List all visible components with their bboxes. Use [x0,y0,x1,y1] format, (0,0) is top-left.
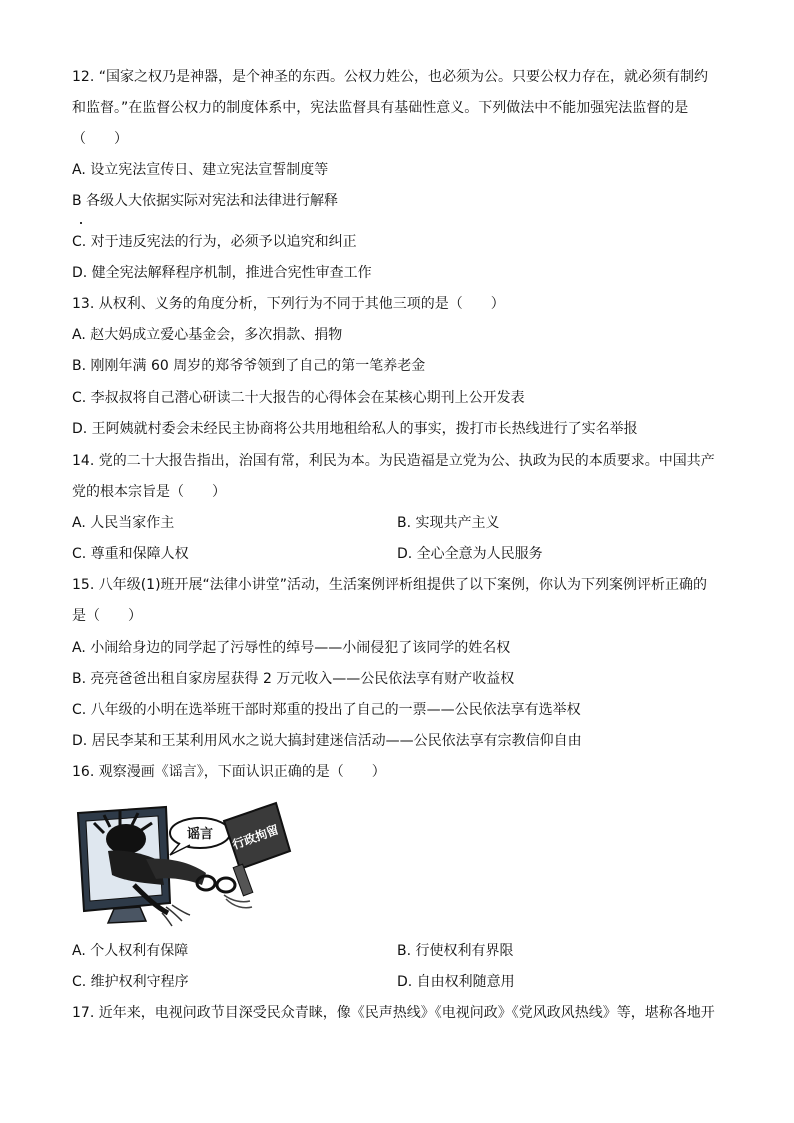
q15-stem-line1: 15. 八年级(1)班开展“法律小讲堂”活动，生活案例评析组提供了以下案例，你认为下列案例评析正确的 [72,577,708,593]
q12-option-a: A. 设立宪法宣传日、建立宪法宣誓制度等 [72,162,329,178]
q14-stem-line2: 党的根本宗旨是（ ） [72,484,226,500]
q13-stem: 13. 从权利、义务的角度分析，下列行为不同于其他三项的是（ ） [72,296,505,312]
q14-option-c: C. 尊重和保障人权 [72,546,189,562]
stray-dot [80,222,82,224]
q15-option-c: C. 八年级的小明在选举班干部时郑重的投出了自己的一票——公民依法享有选举权 [72,702,581,718]
q14-stem-line1: 14. 党的二十大报告指出，治国有常，利民为本。为民造福是立党为公、执政为民的本质要求。中国共产 [72,453,715,469]
q15-stem-line2: 是（ ） [72,608,142,624]
q14-option-d: D. 全心全意为人民服务 [397,546,543,562]
q15-option-d: D. 居民李某和王某利用风水之说大搞封建迷信活动——公民依法享有宗教信仰自由 [72,733,582,749]
q16-option-d: D. 自由权利随意用 [397,974,515,990]
q15-option-b: B. 亮亮爸爸出租自家房屋获得 2 万元收入——公民依法享有财产收益权 [72,671,515,687]
q13-option-b: B. 刚刚年满 60 周岁的郑爷爷领到了自己的第一笔养老金 [72,358,426,374]
q12-option-d: D. 健全宪法解释程序机制，推进合宪性审查工作 [72,265,372,281]
q16-option-b: B. 行使权利有界限 [397,943,514,959]
detention-label: 行政拘留 [230,822,281,853]
q12-answer-paren: （ ） [72,131,128,147]
q13-option-a: A. 赵大妈成立爱心基金会，多次捐款、捐物 [72,327,343,343]
q12-stem-line2: 和监督。”在监督公权力的制度体系中，宪法监督具有基础性意义。下列做法中不能加强宪法监督的是 [72,100,689,116]
q12-stem-line1: 12. “国家之权乃是神器，是个神圣的东西。公权力姓公，也必须为公。只要公权力存在，就必须有制约 [72,69,708,85]
rumor-speech-bubble [170,818,230,855]
q14-option-a: A. 人民当家作主 [72,515,175,531]
q14-option-b: B. 实现共产主义 [397,515,500,531]
q13-option-d: D. 王阿姨就村委会未经民主协商将公共用地租给私人的事实，拨打市长热线进行了实名举报 [72,421,638,437]
q16-option-a: A. 个人权利有保障 [72,943,189,959]
q16-stem: 16. 观察漫画《谣言》，下面认识正确的是（ ） [72,764,386,780]
q12-option-b: B 各级人大依据实际对宪法和法律进行解释 [72,193,339,209]
rumor-cartoon [74,799,294,927]
q12-option-c: C. 对于违反宪法的行为，必须予以追究和纠正 [72,234,357,250]
q13-option-c: C. 李叔叔将自己潜心研读二十大报告的心得体会在某核心期刊上公开发表 [72,390,525,406]
q15-option-a: A. 小闹给身边的同学起了污辱性的绰号——小闹侵犯了该同学的姓名权 [72,640,511,656]
rumor-label: 谣言 [186,827,214,842]
q17-stem-line1: 17. 近年来，电视问政节目深受民众青睐，像《民声热线》《电视问政》《党风政风热线》等，堪称各地开 [72,1005,715,1021]
q16-option-c: C. 维护权利守程序 [72,974,189,990]
